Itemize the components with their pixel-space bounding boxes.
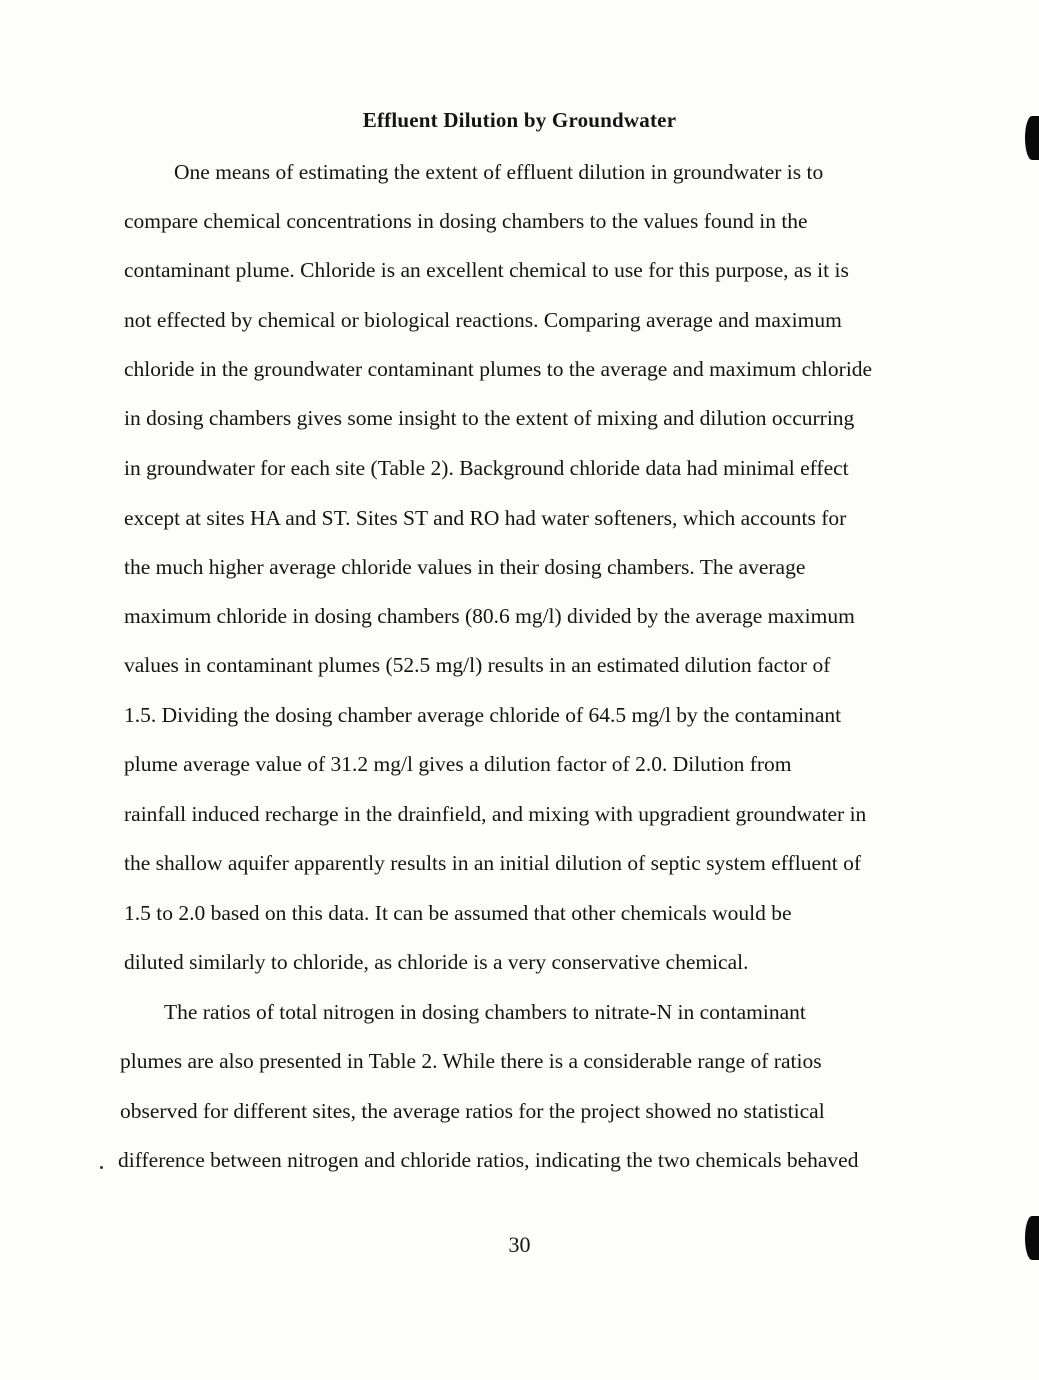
paragraph-line: the shallow aquifer apparently results in an initial dilution of septic system effluent of [124,851,861,875]
paragraph-line: The ratios of total nitrogen in dosing chambers to nitrate-N in contaminant [164,1000,806,1024]
paragraph-line: compare chemical concentrations in dosing chambers to the values found in the [124,209,808,233]
scan-speck [100,1166,103,1169]
paragraph-line: values in contaminant plumes (52.5 mg/l) results in an estimated dilution factor of [124,653,831,677]
paragraph-line: chloride in the groundwater contaminant plumes to the average and maximum chloride [124,357,873,381]
paragraph-line: 1.5 to 2.0 based on this data. It can be assumed that other chemicals would be [124,901,792,925]
paragraph-line: in groundwater for each site (Table 2). Background chloride data had minimal effect [124,456,849,480]
paragraph-line: difference between nitrogen and chloride ratios, indicating the two chemicals behaved [118,1148,859,1172]
paragraph-line: One means of estimating the extent of effluent dilution in groundwater is to [174,160,824,184]
binder-hole-mark [1025,116,1039,160]
paragraph-line: plume average value of 31.2 mg/l gives a dilution factor of 2.0. Dilution from [124,752,792,776]
page-number: 30 [508,1232,531,1257]
paragraph-line: contaminant plume. Chloride is an excellent chemical to use for this purpose, as it is [124,258,849,282]
paragraph-line: observed for different sites, the average ratios for the project showed no statistical [120,1099,825,1123]
paragraph-line: maximum chloride in dosing chambers (80.6 mg/l) divided by the average maximum [124,604,855,628]
paragraph-line: except at sites HA and ST. Sites ST and RO had water softeners, which accounts for [124,506,847,530]
paragraph-line: 1.5. Dividing the dosing chamber average chloride of 64.5 mg/l by the contaminant [124,703,842,727]
paragraph-line: rainfall induced recharge in the drainfield, and mixing with upgradient groundwater in [124,802,867,826]
section-heading: Effluent Dilution by Groundwater [362,108,677,132]
binder-hole-mark [1025,1216,1039,1260]
paragraph-line: not effected by chemical or biological reactions. Comparing average and maximum [124,308,842,332]
paragraph-line: plumes are also presented in Table 2. While there is a considerable range of ratios [120,1049,822,1073]
paragraph-line: in dosing chambers gives some insight to the extent of mixing and dilution occurring [124,406,855,430]
paragraph-line: diluted similarly to chloride, as chloride is a very conservative chemical. [124,950,749,974]
paragraph-line: the much higher average chloride values in their dosing chambers. The average [124,555,806,579]
